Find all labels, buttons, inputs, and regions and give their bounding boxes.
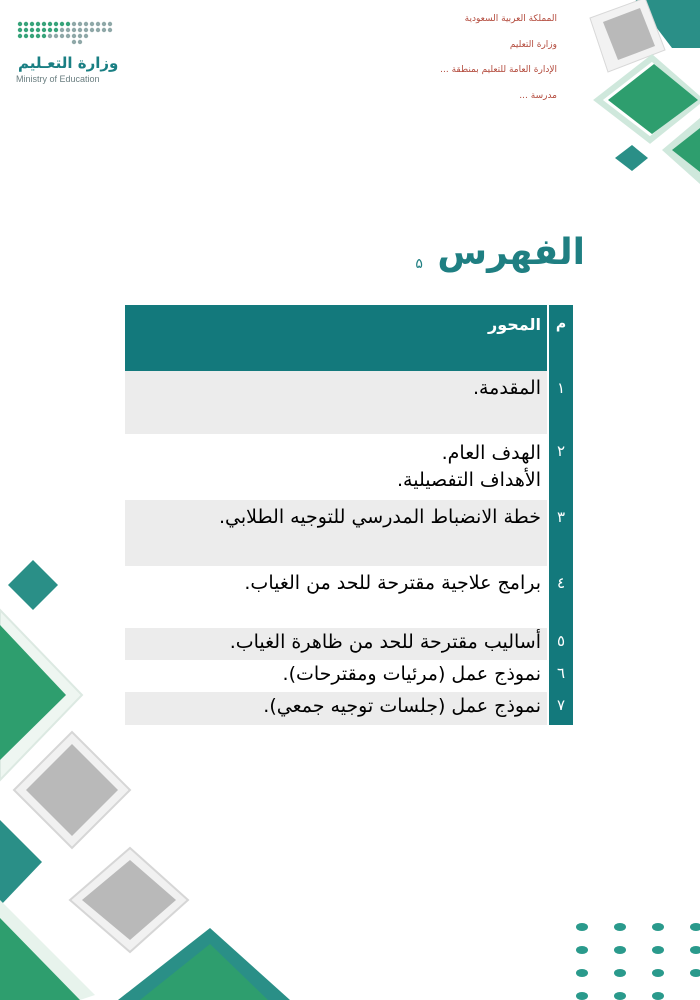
toc-row-text: [125, 692, 547, 725]
toc-row-text: [125, 660, 547, 692]
header-ministry: وزارة التعليم: [509, 39, 557, 50]
title-bullet: ۵: [415, 256, 423, 272]
logo-dots-icon: [14, 18, 120, 52]
toc-row-num: ١: [547, 371, 573, 434]
toc-row-num: ٦: [547, 660, 573, 692]
toc-header-row: [125, 305, 573, 371]
toc-row-num: ٤: [547, 566, 573, 628]
page-title: الفهرس: [437, 232, 585, 273]
ministry-logo: [14, 18, 120, 88]
toc-row: [125, 692, 573, 725]
toc-header-num: م: [547, 305, 573, 371]
toc-row-line: نموذج عمل (مرئيات ومقترحات).: [282, 663, 541, 685]
logo-english-text: Ministry of Education: [16, 74, 100, 84]
toc-row: [125, 500, 573, 566]
toc-row-line: الهدف العام.: [441, 442, 541, 464]
toc-row-text: [125, 566, 547, 628]
toc-row-text: [125, 371, 547, 434]
toc-table: [125, 305, 573, 725]
toc-row-line: نموذج عمل (جلسات توجيه جمعي).: [263, 695, 541, 717]
toc-row-line: برامج علاجية مقترحة للحد من الغياب.: [244, 572, 541, 594]
toc-row: [125, 566, 573, 628]
toc-row-line: المقدمة.: [472, 377, 541, 399]
toc-row-text: [125, 628, 547, 660]
toc-row-num: ٣: [547, 500, 573, 566]
toc-row: [125, 371, 573, 434]
dot-grid: [576, 923, 700, 1000]
toc-row-num: ٧: [547, 692, 573, 725]
logo-arabic-text: وزارة التعـليم: [18, 54, 119, 72]
toc-row: [125, 434, 573, 500]
toc-row-num: ٢: [547, 434, 573, 500]
toc-row: [125, 628, 573, 660]
header-school: مدرسة ...: [519, 90, 557, 101]
document-header: [357, 14, 557, 116]
toc-row-line: الأهداف التفصيلية.: [397, 469, 541, 491]
top-right-diamonds: [590, 0, 700, 184]
title-row: [415, 232, 585, 282]
toc-row-num: ٥: [547, 628, 573, 660]
header-administration: الإدارة العامة للتعليم بمنطقة ...: [440, 65, 557, 75]
toc-header-label: المحور: [125, 305, 547, 371]
toc-row-text: [125, 434, 547, 500]
header-kingdom: المملكة العربية السعودية: [464, 14, 557, 24]
toc-row: [125, 660, 573, 692]
toc-row-line: أساليب مقترحة للحد من ظاهرة الغياب.: [229, 631, 541, 653]
toc-row-line: خطة الانضباط المدرسي للتوجيه الطلابي.: [218, 506, 541, 528]
toc-row-text: [125, 500, 547, 566]
